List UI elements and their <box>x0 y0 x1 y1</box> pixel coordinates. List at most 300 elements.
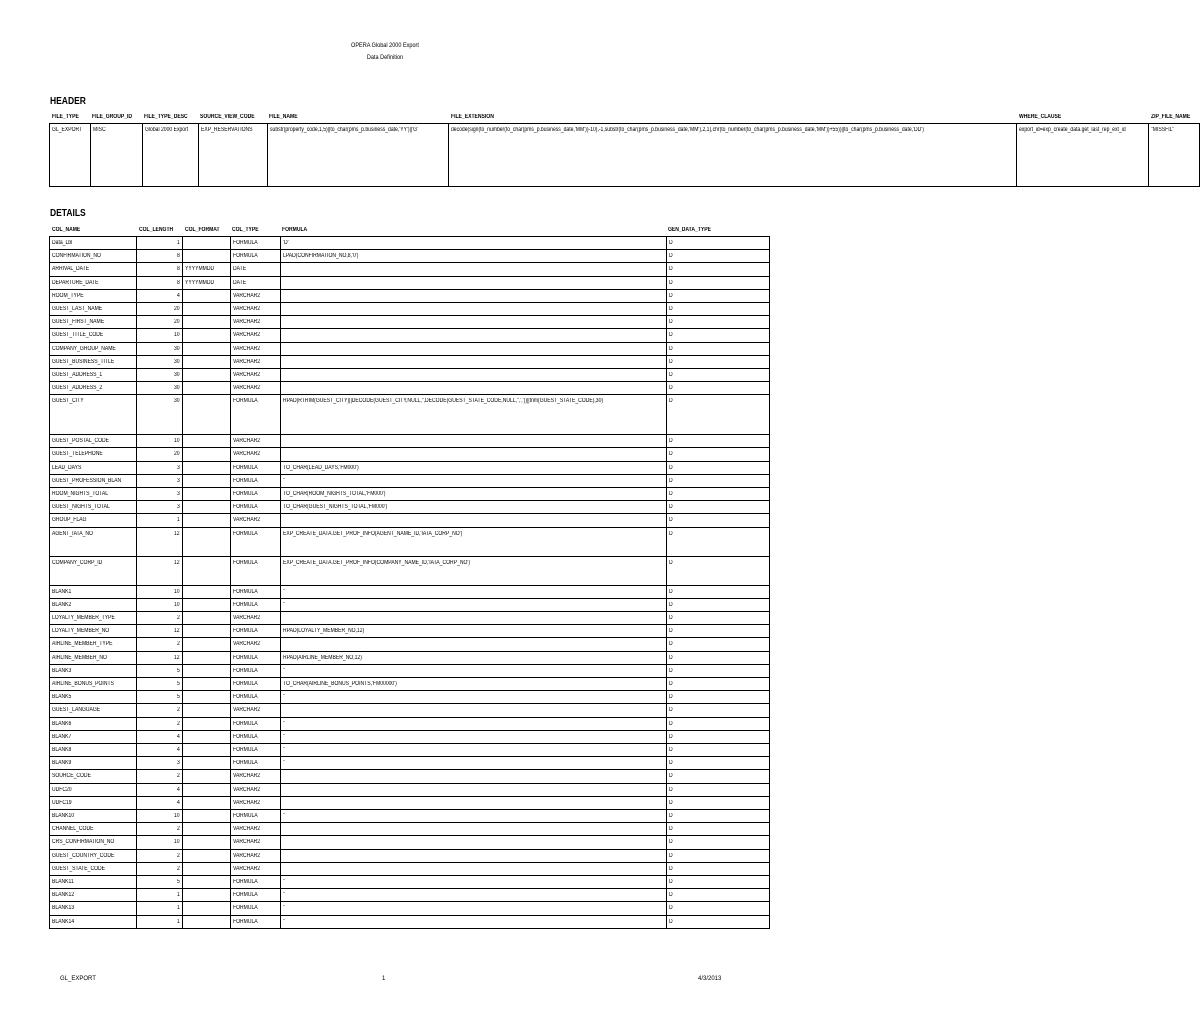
details-cell-text: '' <box>282 720 285 727</box>
details-cell <box>230 474 280 487</box>
details-cell-text: DATE <box>232 279 247 286</box>
header-column-heading <box>1149 111 1200 124</box>
details-cell <box>50 810 137 823</box>
table-row <box>50 875 770 888</box>
details-cell-text: 10 <box>173 438 180 445</box>
details-cell <box>666 691 769 704</box>
details-cell-text: 30 <box>173 385 180 392</box>
details-cell-text: 2 <box>176 773 180 780</box>
details-cell <box>230 651 280 664</box>
header-cell-text: decode(sign(to_number(to_char(pms_p.business_date,'MM'))-10),-1,substr(to_char(pms_p.business_date,'MM'),2,1),chr(to_number(to_char(pms_p.business_date,'MM'))+55))||to_char(pms_p.business_date,'DD') <box>451 127 925 133</box>
details-cell-text: D <box>668 371 673 378</box>
details-cell <box>137 461 183 474</box>
details-cell-text: BLANK2 <box>52 601 72 608</box>
details-cell-text: COMPANY_CORP_ID <box>52 559 103 566</box>
details-cell-text: D <box>668 878 673 885</box>
details-cell <box>666 889 769 902</box>
details-cell-text: FORMULA <box>232 694 258 701</box>
details-cell <box>280 302 666 315</box>
details-cell-text: '' <box>282 892 285 899</box>
details-cell <box>280 862 666 875</box>
details-cell-text: RPAD(LOYALTY_MEMBER_NO,12) <box>282 628 364 635</box>
details-cell <box>50 556 137 585</box>
details-cell-text: '' <box>282 588 285 595</box>
details-cell <box>183 585 231 598</box>
details-cell-text: UDFC20 <box>52 786 72 793</box>
details-cell <box>666 823 769 836</box>
table-row <box>50 849 770 862</box>
header-column-heading-text: SOURCE_VIEW_CODE <box>200 114 256 120</box>
details-cell <box>666 302 769 315</box>
details-cell <box>230 638 280 651</box>
details-cell <box>137 717 183 730</box>
details-cell-text: '' <box>282 918 285 925</box>
details-cell <box>230 810 280 823</box>
details-cell <box>137 316 183 329</box>
details-cell <box>280 678 666 691</box>
details-cell-text: AGENT_IATA_NO <box>52 530 93 537</box>
details-cell <box>230 770 280 783</box>
details-cell-text: D <box>668 852 673 859</box>
table-row <box>50 237 770 250</box>
details-cell-text: FORMULA <box>232 491 258 498</box>
details-cell-text: 2 <box>176 615 180 622</box>
details-cell <box>137 875 183 888</box>
details-cell <box>280 435 666 448</box>
details-cell <box>183 823 231 836</box>
details-cell-text: VARCHAR2 <box>232 707 261 714</box>
details-cell-text: VARCHAR2 <box>232 799 261 806</box>
details-cell-text: 12 <box>173 628 180 635</box>
details-cell-text: D <box>668 760 673 767</box>
table-row <box>50 796 770 809</box>
details-cell-text: VARCHAR2 <box>232 358 261 365</box>
details-cell <box>137 757 183 770</box>
details-cell-text: FORMULA <box>232 559 258 566</box>
details-cell <box>230 556 280 585</box>
details-cell <box>50 276 137 289</box>
details-cell <box>666 796 769 809</box>
details-cell <box>50 527 137 556</box>
details-cell <box>137 488 183 501</box>
details-cell-text: 2 <box>176 852 180 859</box>
details-cell-text: D <box>668 628 673 635</box>
details-cell-text: VARCHAR2 <box>232 345 261 352</box>
details-cell-text: 1 <box>176 240 180 246</box>
details-cell <box>137 612 183 625</box>
details-cell <box>183 501 231 514</box>
details-cell <box>183 810 231 823</box>
details-cell-text: D <box>668 477 673 484</box>
details-cell <box>183 237 231 250</box>
details-cell <box>183 527 231 556</box>
details-cell <box>230 915 280 928</box>
details-cell-text: ARRIVAL_DATE <box>52 266 90 273</box>
details-cell <box>137 678 183 691</box>
details-cell <box>183 651 231 664</box>
header-column-heading-text: FILE_TYPE <box>51 114 79 120</box>
details-column-heading-text: FORMULA <box>282 227 308 233</box>
header-cell <box>142 124 198 187</box>
details-table-header-row <box>50 224 770 237</box>
details-cell-text: VARCHAR2 <box>232 385 261 392</box>
details-cell-text: 4 <box>176 292 180 299</box>
header-cell <box>198 124 267 187</box>
details-cell <box>230 316 280 329</box>
table-row <box>50 717 770 730</box>
details-cell <box>280 237 666 250</box>
details-cell-text: 20 <box>173 319 180 326</box>
details-cell <box>666 770 769 783</box>
details-cell <box>230 625 280 638</box>
table-row <box>50 514 770 527</box>
details-cell <box>230 395 280 435</box>
details-cell-text: CRS_CONFIRMATION_NO <box>52 839 115 846</box>
details-cell-text: '' <box>282 760 285 767</box>
details-cell <box>50 730 137 743</box>
details-cell <box>666 664 769 677</box>
details-cell <box>183 316 231 329</box>
details-cell-text: D <box>668 345 673 352</box>
details-cell <box>50 704 137 717</box>
details-cell <box>183 915 231 928</box>
details-cell <box>50 757 137 770</box>
details-cell <box>230 355 280 368</box>
details-cell <box>137 638 183 651</box>
details-cell-text: 2 <box>176 720 180 727</box>
details-column-heading-text: COL_FORMAT <box>184 227 220 233</box>
details-cell <box>50 678 137 691</box>
details-cell <box>230 849 280 862</box>
details-cell <box>666 263 769 276</box>
details-cell-text: VARCHAR2 <box>232 615 261 622</box>
details-cell <box>137 448 183 461</box>
details-cell <box>666 625 769 638</box>
details-cell-text: VARCHAR2 <box>232 332 261 339</box>
details-cell <box>230 862 280 875</box>
table-row <box>50 501 770 514</box>
details-cell-text: D <box>668 491 673 498</box>
details-cell <box>183 302 231 315</box>
details-cell <box>137 651 183 664</box>
details-cell <box>183 263 231 276</box>
details-cell <box>230 757 280 770</box>
details-cell <box>280 730 666 743</box>
details-cell <box>137 276 183 289</box>
details-cell <box>183 757 231 770</box>
details-cell <box>50 889 137 902</box>
details-cell <box>137 289 183 302</box>
details-cell-text: 20 <box>173 305 180 312</box>
details-cell <box>183 488 231 501</box>
details-cell-text: D <box>668 451 673 458</box>
details-cell <box>666 501 769 514</box>
details-cell-text: D <box>668 385 673 392</box>
details-cell-text: 1 <box>176 892 180 899</box>
table-row <box>50 691 770 704</box>
details-cell-text: D <box>668 292 673 299</box>
details-cell-text: GUEST_POSTAL_CODE <box>52 438 110 445</box>
details-cell <box>137 368 183 381</box>
details-cell <box>50 744 137 757</box>
details-cell-text: LEAD_DAYS <box>52 464 82 471</box>
details-cell-text: GUEST_BUSINESS_TITLE <box>52 358 115 365</box>
details-cell-text: VARCHAR2 <box>232 641 261 648</box>
details-cell <box>183 730 231 743</box>
details-cell <box>50 836 137 849</box>
details-cell-text: VARCHAR2 <box>232 786 261 793</box>
details-cell <box>280 585 666 598</box>
details-cell <box>666 651 769 664</box>
details-cell-text: 8 <box>176 266 180 273</box>
details-cell <box>230 514 280 527</box>
details-cell-text: '' <box>282 813 285 820</box>
details-cell-text: '' <box>282 477 285 484</box>
details-cell-text: VARCHAR2 <box>232 839 261 846</box>
details-cell-text: D <box>668 588 673 595</box>
details-cell <box>230 276 280 289</box>
details-cell <box>230 823 280 836</box>
details-cell-text: AIRLINE_MEMBER_NO <box>52 654 107 661</box>
details-cell-text: 4 <box>176 786 180 793</box>
details-cell-text: D <box>668 826 673 833</box>
details-cell <box>666 382 769 395</box>
details-cell <box>183 368 231 381</box>
details-cell-text: CHANNEL_CODE <box>52 826 94 833</box>
footer-page-number: 1 <box>382 976 386 982</box>
table-row <box>50 342 770 355</box>
details-cell <box>666 488 769 501</box>
details-cell <box>666 474 769 487</box>
details-cell <box>230 902 280 915</box>
details-cell-text: VARCHAR2 <box>232 773 261 780</box>
details-cell-text: 3 <box>176 760 180 767</box>
details-cell <box>50 474 137 487</box>
details-cell <box>183 612 231 625</box>
details-cell-text: BLANK5 <box>52 694 72 701</box>
header-column-heading <box>90 111 142 124</box>
details-cell-text: FORMULA <box>232 504 258 511</box>
details-cell-text: '' <box>282 733 285 740</box>
details-cell <box>137 664 183 677</box>
details-cell <box>230 678 280 691</box>
details-cell <box>666 276 769 289</box>
details-cell <box>666 902 769 915</box>
details-cell <box>137 915 183 928</box>
details-cell-text: TO_CHAR(ROOM_NIGHTS_TOTAL,'FM000') <box>282 491 386 498</box>
details-column-heading-text: GEN_DATA_TYPE <box>668 227 712 233</box>
details-cell-text: BLANK3 <box>52 667 72 674</box>
details-cell <box>137 263 183 276</box>
details-cell <box>183 289 231 302</box>
details-cell-text: 3 <box>176 477 180 484</box>
details-cell-text: 2 <box>176 826 180 833</box>
details-cell <box>137 704 183 717</box>
details-cell <box>50 612 137 625</box>
details-cell-text: FORMULA <box>232 720 258 727</box>
table-row <box>50 664 770 677</box>
details-cell <box>50 488 137 501</box>
details-cell <box>230 664 280 677</box>
details-cell-text: 30 <box>173 371 180 378</box>
table-row <box>50 488 770 501</box>
details-cell <box>50 651 137 664</box>
details-cell <box>666 585 769 598</box>
details-cell <box>183 691 231 704</box>
table-row <box>50 250 770 263</box>
header-cell-text: "MISSFIL" <box>1151 127 1175 133</box>
details-cell <box>280 612 666 625</box>
details-cell <box>183 744 231 757</box>
details-cell-text: 5 <box>176 667 180 674</box>
details-cell <box>280 276 666 289</box>
details-cell-text: FORMULA <box>232 588 258 595</box>
details-cell <box>183 770 231 783</box>
details-cell <box>183 836 231 849</box>
details-cell-text: VARCHAR2 <box>232 865 261 872</box>
details-cell-text: RPAD(RTRIM(GUEST_CITY)||DECODE(GUEST_CITY,NULL,'',DECODE(GUEST_STATE_CODE,NULL,'',','))||trim(GUEST_STATE_CODE),30) <box>282 398 603 405</box>
details-cell <box>183 395 231 435</box>
details-column-heading-text: COL_NAME <box>51 227 80 233</box>
table-row <box>50 435 770 448</box>
table-row <box>50 770 770 783</box>
details-cell <box>280 263 666 276</box>
details-cell-text: VARCHAR2 <box>232 292 261 299</box>
details-column-heading <box>230 224 280 237</box>
details-cell <box>666 461 769 474</box>
details-cell <box>183 342 231 355</box>
header-column-heading-text: FILE_EXTENSION <box>450 114 494 120</box>
details-cell <box>230 691 280 704</box>
details-cell <box>50 501 137 514</box>
details-column-heading <box>50 224 137 237</box>
details-cell <box>50 638 137 651</box>
details-cell <box>50 770 137 783</box>
details-cell <box>137 501 183 514</box>
details-cell <box>666 598 769 611</box>
table-row <box>50 289 770 302</box>
details-cell-text: D <box>668 240 673 246</box>
details-cell-text: 5 <box>176 681 180 688</box>
details-cell <box>280 875 666 888</box>
details-cell <box>183 889 231 902</box>
details-cell <box>230 289 280 302</box>
details-cell-text: D <box>668 601 673 608</box>
table-row <box>50 598 770 611</box>
details-cell <box>230 488 280 501</box>
details-cell-text: '' <box>282 601 285 608</box>
details-cell <box>183 664 231 677</box>
details-cell <box>50 783 137 796</box>
table-row <box>50 625 770 638</box>
details-cell <box>230 368 280 381</box>
details-cell-text: FORMULA <box>232 253 258 260</box>
details-cell <box>666 704 769 717</box>
details-cell-text: BLANK13 <box>52 905 75 912</box>
details-cell <box>666 527 769 556</box>
details-cell <box>137 302 183 315</box>
details-cell <box>280 823 666 836</box>
details-cell-text: GROUP_FLAG <box>52 517 87 524</box>
table-row <box>50 474 770 487</box>
details-cell <box>183 448 231 461</box>
details-cell-text: D <box>668 438 673 445</box>
details-cell <box>50 368 137 381</box>
details-cell <box>137 585 183 598</box>
details-cell <box>50 342 137 355</box>
table-row <box>50 757 770 770</box>
details-cell-text: D <box>668 266 673 273</box>
details-cell-text: 20 <box>173 451 180 458</box>
details-column-heading-text: COL_TYPE <box>232 227 260 233</box>
details-cell-text: D <box>668 905 673 912</box>
details-cell <box>230 250 280 263</box>
details-cell-text: BLANK12 <box>52 892 75 899</box>
details-cell-text: BLANK11 <box>52 878 74 885</box>
details-cell <box>230 717 280 730</box>
details-cell <box>183 678 231 691</box>
details-cell-text: 12 <box>173 559 180 566</box>
details-cell-text: YYYYMMDD <box>185 279 215 286</box>
details-cell-text: LOYALTY_MEMBER_TYPE <box>52 615 115 622</box>
details-cell <box>50 395 137 435</box>
details-cell <box>137 823 183 836</box>
details-cell-text: FORMULA <box>232 240 258 246</box>
footer-date: 4/3/2013 <box>698 976 722 982</box>
details-cell <box>280 488 666 501</box>
details-cell <box>666 250 769 263</box>
details-cell <box>230 875 280 888</box>
details-cell-text: D <box>668 786 673 793</box>
details-cell <box>230 302 280 315</box>
details-cell-text: GUEST_STATE_CODE <box>52 865 106 872</box>
details-cell <box>183 435 231 448</box>
details-cell <box>280 556 666 585</box>
details-cell-text: 8 <box>176 253 180 260</box>
details-cell <box>50 902 137 915</box>
table-row <box>50 448 770 461</box>
details-cell <box>137 744 183 757</box>
details-cell <box>137 556 183 585</box>
header-column-heading <box>142 111 198 124</box>
footer-left: GL_EXPORT <box>60 976 96 982</box>
details-cell-text: D <box>668 865 673 872</box>
details-cell <box>666 862 769 875</box>
header-table-header-row <box>50 111 1200 124</box>
details-cell-text: LPAD(CONFIRMATION_NO,8,'0') <box>282 253 359 260</box>
details-cell <box>280 461 666 474</box>
table-row <box>50 382 770 395</box>
details-cell-text: VARCHAR2 <box>232 319 261 326</box>
table-row <box>50 678 770 691</box>
header-cell <box>449 124 1017 187</box>
details-cell <box>183 875 231 888</box>
details-cell-text: D <box>668 773 673 780</box>
table-row <box>50 556 770 585</box>
details-cell <box>137 474 183 487</box>
table-row <box>50 651 770 664</box>
details-cell-text: D <box>668 358 673 365</box>
details-cell <box>137 849 183 862</box>
details-cell <box>137 691 183 704</box>
details-cell <box>50 849 137 862</box>
details-cell <box>666 395 769 435</box>
details-cell <box>183 276 231 289</box>
details-cell <box>666 875 769 888</box>
details-cell-text: BLANK7 <box>52 733 72 740</box>
header-cell-text: Global 2000 Export <box>144 127 188 133</box>
details-cell <box>666 717 769 730</box>
